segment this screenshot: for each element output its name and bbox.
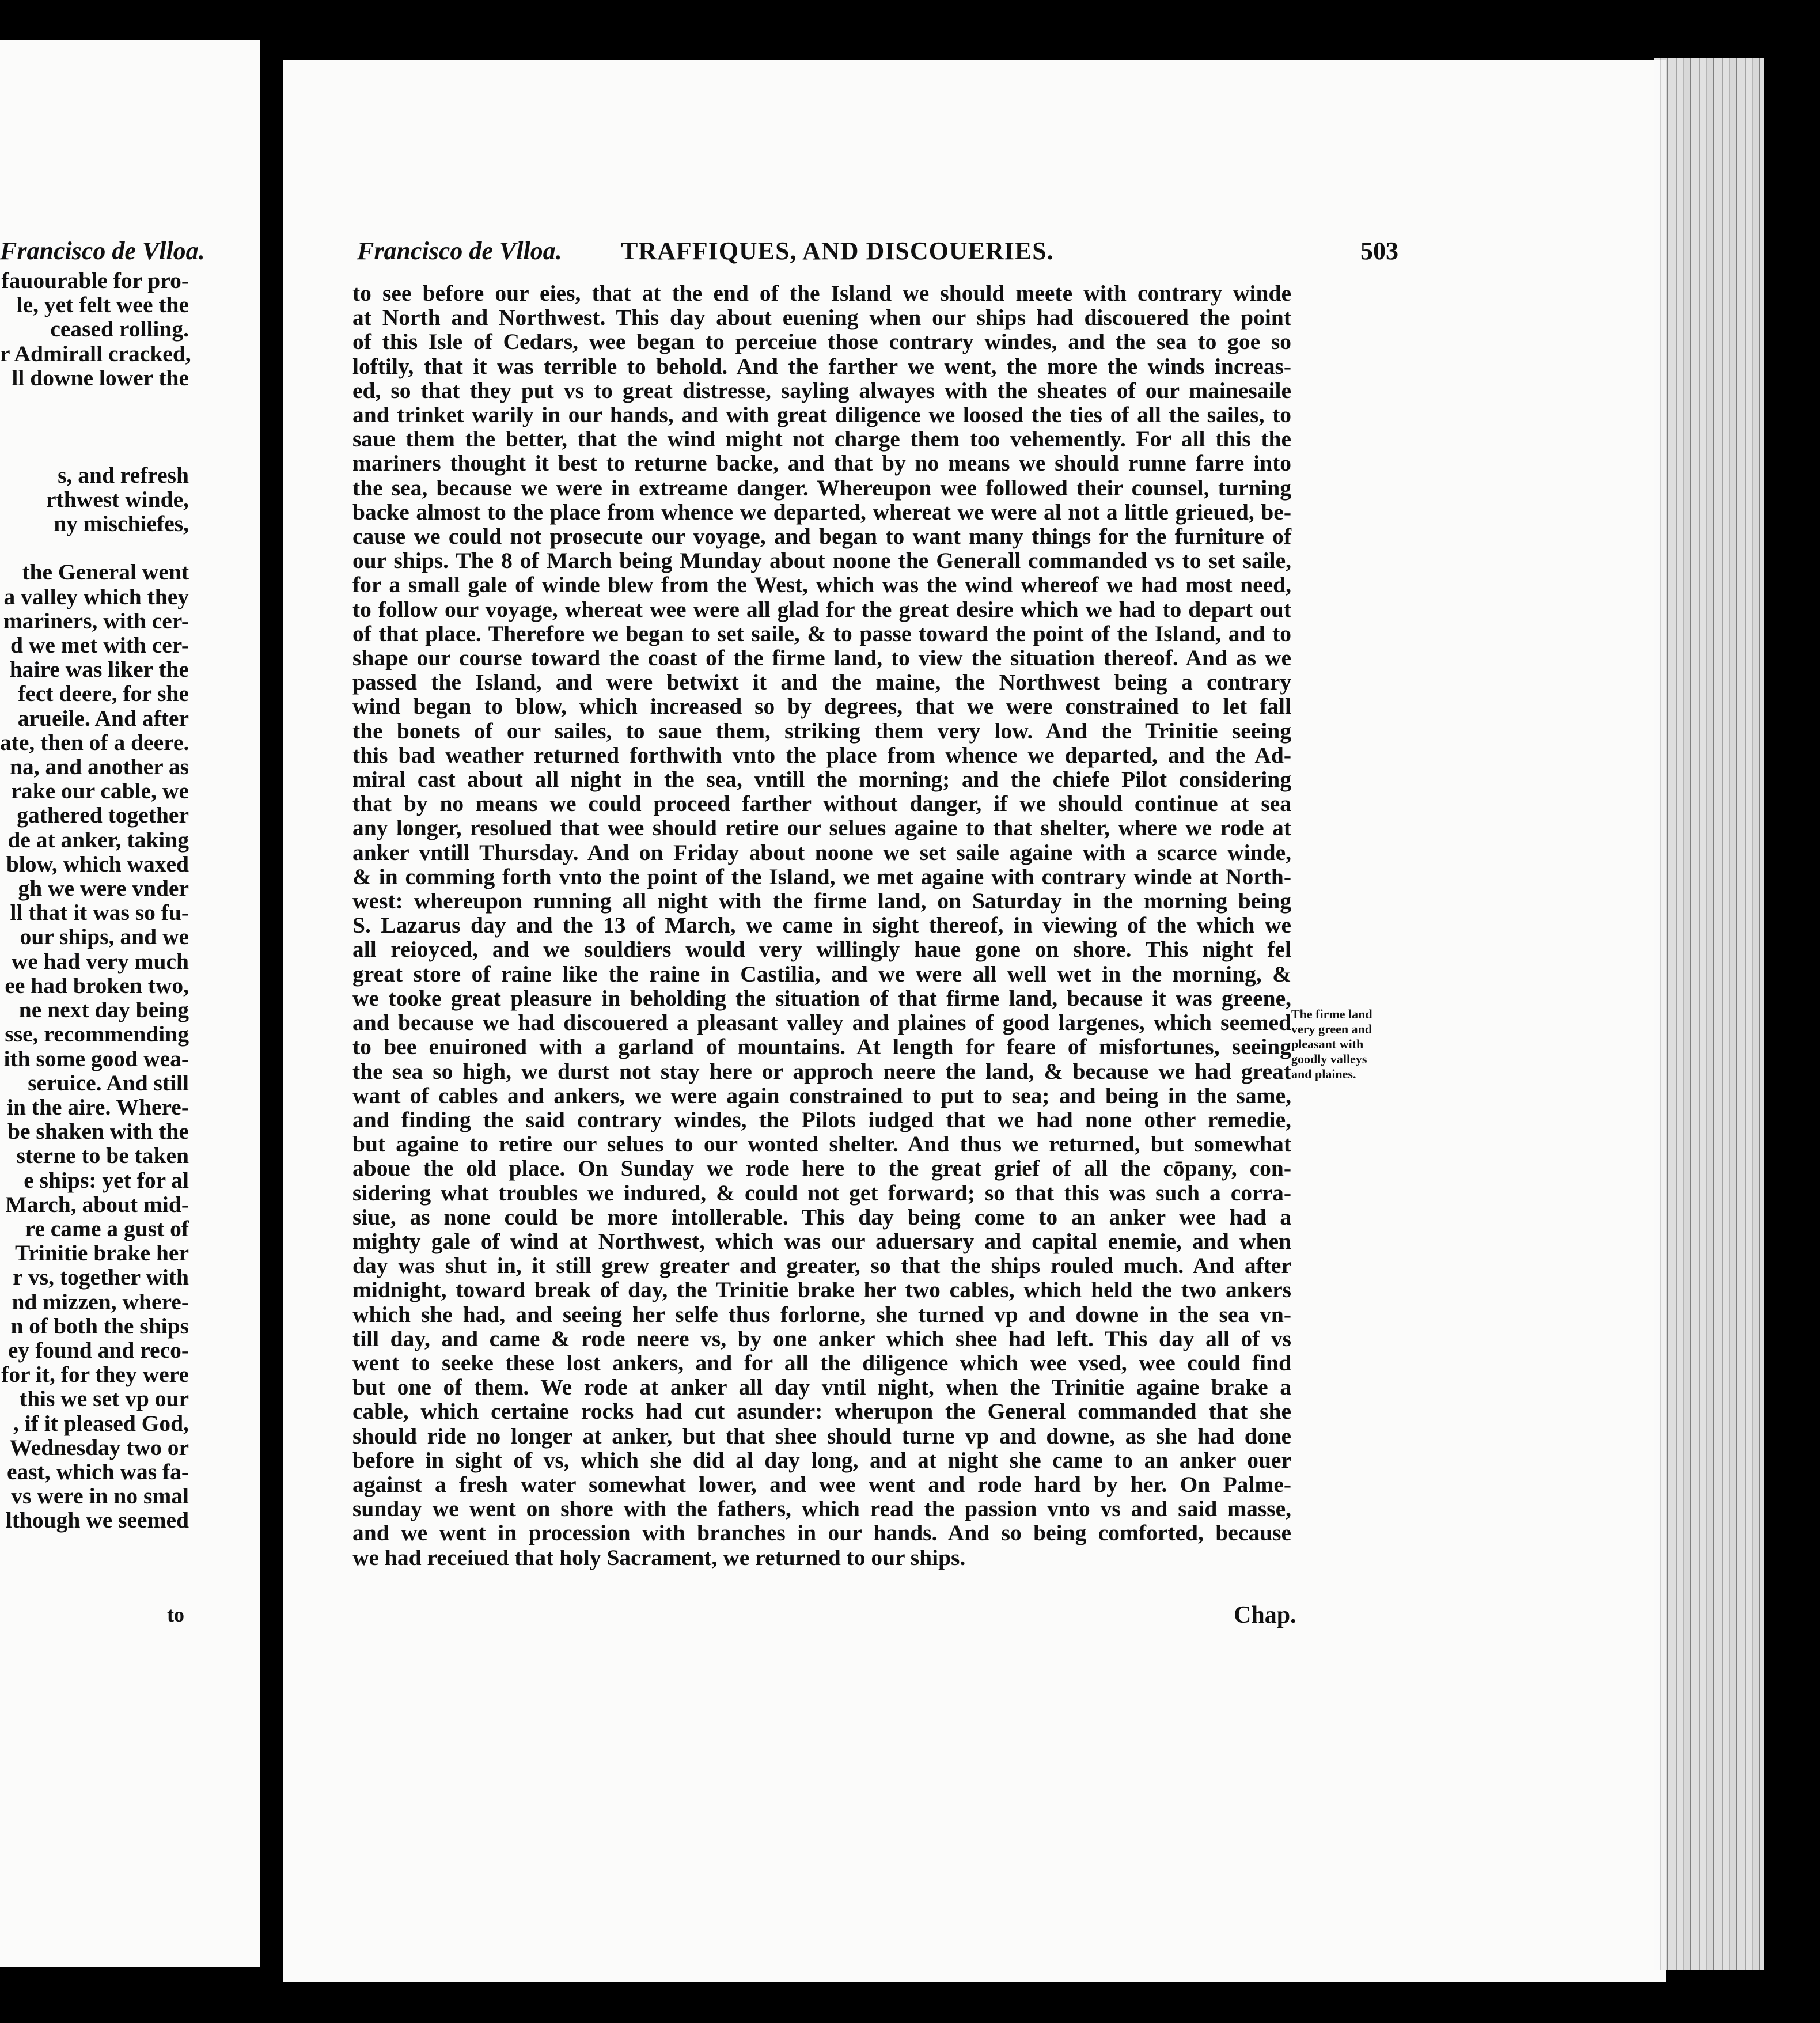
text-line: sidering what troubles we indured, & could not get forward; so that this was such a corra- <box>352 1180 1291 1206</box>
left-catchword: to <box>167 1603 184 1626</box>
left-text-line: our ships, and we <box>20 924 189 950</box>
left-text-line: March, about mid- <box>5 1191 189 1217</box>
margin-note-line: goodly valleys <box>1291 1052 1367 1066</box>
left-text-line: the General went <box>22 559 189 585</box>
left-text-line: gh we were vnder <box>18 876 189 901</box>
page-edge-strip <box>1654 58 1764 1970</box>
left-running-head: Francisco de Vlloa. <box>0 237 205 265</box>
text-line: should ride no longer at anker, but that shee should turne vp and downe, as she had done <box>352 1423 1291 1449</box>
text-line: siue, as none could be more intollerable. This day being come to an anker wee had a <box>352 1204 1291 1230</box>
left-text-line: rthwest winde, <box>46 486 189 512</box>
text-line: west: whereupon running all night with the firme land, on Saturday in the morning being <box>352 888 1291 914</box>
text-line: great store of raine like the raine in Castilia, and we were all well wet in the morning, & <box>352 961 1291 987</box>
text-line: and finding the said contrary windes, the Pilots iudged that we had none other remedie, <box>352 1107 1291 1132</box>
text-line: but againe to retire our selues to our wonted shelter. And thus we returned, but somewhat <box>352 1131 1291 1157</box>
left-text-line: ll that it was so fu- <box>10 900 189 926</box>
page-number: 503 <box>1360 237 1398 265</box>
text-line: the sea so high, we durst not stay here or approch neere the land, & because we had great <box>352 1058 1291 1084</box>
left-text-line: s, and refresh <box>58 462 189 488</box>
text-line: of this Isle of Cedars, wee began to perceiue those contrary windes, and the sea to goe so <box>352 329 1291 355</box>
margin-note-line: pleasant with <box>1291 1037 1364 1051</box>
text-line: of that place. Therefore we began to set saile, & to passe toward the point of the Island, and to <box>352 620 1291 646</box>
left-text-line: de at anker, taking <box>7 827 189 853</box>
text-line: the bonets of our sailes, to saue them, striking them very low. And the Trinitie seeing <box>352 718 1291 744</box>
left-text-line: this we set vp our <box>19 1386 189 1412</box>
text-line: passed the Island, and were betwixt it and the maine, the Northwest being a contrary <box>352 669 1291 695</box>
margin-note-line: very green and <box>1291 1022 1372 1036</box>
left-text-line: in the aire. Where- <box>7 1094 189 1120</box>
left-text-line: fauourable for pro- <box>1 268 189 293</box>
text-line: shape our course toward the coast of the firme land, to view the situation thereof. And as we <box>352 645 1291 671</box>
text-line: at North and Northwest. This day about euening when our ships had discouered the point <box>352 305 1291 331</box>
text-line: to bee enuironed with a garland of mountains. At length for feare of misfortunes, seeing <box>352 1034 1291 1060</box>
text-line: that by no means we could proceed farther without danger, if we should continue at sea <box>352 791 1291 817</box>
left-text-line: sterne to be taken <box>16 1143 189 1169</box>
left-text-line: a valley which they <box>3 584 189 609</box>
text-line: midnight, toward break of day, the Trinitie brake her two cables, which held the two ankers <box>352 1277 1291 1303</box>
running-head-title: TRAFFIQUES, AND DISCOUERIES. <box>621 237 1054 265</box>
left-text-line: Trinitie brake her <box>14 1240 189 1266</box>
left-page-text <box>0 268 189 1533</box>
text-line: any longer, resolued that wee should retire our selues againe to that shelter, where we rode at <box>352 815 1291 841</box>
catchword: Chap. <box>1234 1602 1296 1628</box>
left-text-line: gathered together <box>17 802 189 828</box>
text-line: our ships. The 8 of March being Munday about noone the Generall commanded vs to set saile, <box>352 548 1291 574</box>
left-text-line <box>0 438 189 463</box>
left-text-line: e ships: yet for al <box>24 1167 189 1193</box>
left-text-line: lthough we seemed <box>5 1507 189 1533</box>
text-line: miral cast about all night in the sea, vntill the morning; and the chiefe Pilot considering <box>352 767 1291 793</box>
left-text-line: rake our cable, we <box>11 778 189 804</box>
left-text-line: seruice. And still <box>28 1070 189 1096</box>
left-text-line: blow, which waxed <box>6 851 189 877</box>
left-text-line: mariners, with cer- <box>3 608 189 634</box>
text-line: wind began to blow, which increased so by degrees, that we were constrained to let fall <box>352 694 1291 719</box>
left-text-line: r vs, together with <box>13 1264 189 1290</box>
left-text-line: , if it pleased God, <box>13 1410 189 1436</box>
text-line: but one of them. We rode at anker all day vntil night, when the Trinitie againe brake a <box>352 1374 1291 1400</box>
text-line: cause we could not prosecute our voyage, and began to want many things for the furniture of <box>352 524 1291 550</box>
text-line: S. Lazarus day and the 13 of March, we came in sight thereof, in viewing of the which we <box>352 912 1291 938</box>
left-text-line: ny mischiefes, <box>54 511 189 537</box>
text-line: against a fresh water somewhat lower, and wee went and rode hard by her. On Palme- <box>352 1471 1291 1497</box>
left-text-line: ne next day being <box>18 997 189 1023</box>
text-line: for a small gale of winde blew from the West, which was the wind whereof we had most need, <box>352 572 1291 598</box>
text-line: and trinket warily in our hands, and with great diligence we loosed the ties of all the sailes, to <box>352 402 1291 428</box>
text-line: cable, which certaine rocks had cut asunder: wherupon the General commanded that she <box>352 1399 1291 1425</box>
left-text-line: for it, for they were <box>1 1362 189 1388</box>
text-line: we tooke great pleasure in beholding the situation of that firme land, because it was greene, <box>352 985 1291 1011</box>
left-text-line: ey found and reco- <box>7 1337 189 1363</box>
text-line: and we went in procession with branches in our hands. And so being comforted, because <box>352 1520 1291 1546</box>
text-line: anker vntill Thursday. And on Friday about noone we set saile againe with a scarce winde, <box>352 839 1291 865</box>
left-text-line: sse, recommending <box>5 1021 189 1047</box>
text-line: we had receiued that holy Sacrament, we returned to our ships. <box>352 1544 966 1570</box>
left-text-line: be shaken with the <box>7 1119 189 1145</box>
left-text-line: ceased rolling. <box>50 316 189 342</box>
text-line: which she had, and seeing her selfe thus forlorne, she turned vp and downe in the sea vn- <box>352 1301 1291 1327</box>
left-text-line: fect deere, for she <box>18 681 189 707</box>
text-line: & in comming forth vnto the point of the Island, we met againe with contrary winde at North- <box>352 863 1291 889</box>
text-line: to follow our voyage, whereat wee were all glad for the great desire which we had to depart out <box>352 596 1291 622</box>
text-line: saue them the better, that the wind might not charge them too vehemently. For all this the <box>352 426 1291 452</box>
left-text-line: re came a gust of <box>25 1215 189 1241</box>
left-text-line: ate, then of a deere. <box>0 729 189 755</box>
text-line: mighty gale of wind at Northwest, which was our aduersary and capital enemie, and when <box>352 1228 1291 1254</box>
text-line: mariners thought it best to returne backe, and that by no means we should runne farre into <box>352 450 1291 476</box>
left-text-line: ee had broken two, <box>5 972 189 998</box>
text-line: loftily, that it was terrible to behold. And the farther we went, the more the winds increas- <box>352 353 1291 379</box>
text-line: want of cables and ankers, we were again constrained to put to sea; and being in the same, <box>352 1082 1291 1108</box>
left-text-line: Wednesday two or <box>9 1434 189 1460</box>
text-line: this bad weather returned forthwith vnto the place from whence we departed, and the Ad- <box>352 742 1291 768</box>
margin-note-line: The firme land <box>1291 1007 1372 1021</box>
left-text-line: ll downe lower the <box>12 365 189 391</box>
text-line: till day, and came & rode neere vs, by one anker which shee had left. This day all of vs <box>352 1325 1291 1351</box>
text-line: all reioyced, and we souldiers would very willingly haue gone on shore. This night fel <box>352 937 1291 963</box>
left-text-line: na, and another as <box>10 754 189 780</box>
left-text-line <box>0 536 189 560</box>
left-text-line: n of both the ships <box>10 1313 189 1339</box>
left-text-line: ith some good wea- <box>3 1045 189 1071</box>
left-text-line: nd mizzen, where- <box>12 1289 189 1314</box>
left-text-line: le, yet felt wee the <box>16 292 189 318</box>
text-line: before in sight of vs, which she did al day long, and at night she came to an anker ouer <box>352 1447 1291 1473</box>
text-line: day was shut in, it still grew greater and greater, so that the ships rouled much. And after <box>352 1253 1291 1279</box>
text-line: sunday we went on shore with the fathers, which read the passion vnto vs and said masse, <box>352 1496 1291 1522</box>
text-line: backe almost to the place from whence we departed, whereat we were al not a little grieued, be- <box>352 499 1291 525</box>
text-line: aboue the old place. On Sunday we rode here to the great grief of all the cōpany, con- <box>352 1156 1291 1181</box>
text-line: and because we had discouered a pleasant valley and plaines of good largenes, which seemed <box>352 1010 1291 1036</box>
text-line: the sea, because we were in extreame danger. Whereupon wee followed their counsel, turning <box>352 475 1291 501</box>
left-text-line: haire was liker the <box>9 657 189 683</box>
left-text-line: r Admirall cracked, <box>0 340 191 366</box>
main-text <box>352 281 1291 1570</box>
running-head-author: Francisco de Vlloa. <box>357 237 562 265</box>
left-text-line: d we met with cer- <box>10 632 189 658</box>
left-text-line: we had very much <box>11 948 189 974</box>
left-text-line: east, which was fa- <box>7 1458 189 1484</box>
text-line: ed, so that they put vs to great distresse, sayling alwayes with the sheates of our mainesaile <box>352 377 1291 403</box>
margin-note <box>1291 1007 1389 1082</box>
text-line: went to seeke these lost ankers, and for all the diligence which wee vsed, wee could find <box>352 1350 1291 1376</box>
left-text-line <box>0 390 189 414</box>
text-line: to see before our eies, that at the end of the Island we should meete with contrary winde <box>352 281 1291 306</box>
left-text-line <box>0 414 189 438</box>
margin-note-line: and plaines. <box>1291 1067 1356 1081</box>
left-text-line: arueile. And after <box>17 705 189 731</box>
left-text-line: vs were in no smal <box>11 1483 189 1509</box>
